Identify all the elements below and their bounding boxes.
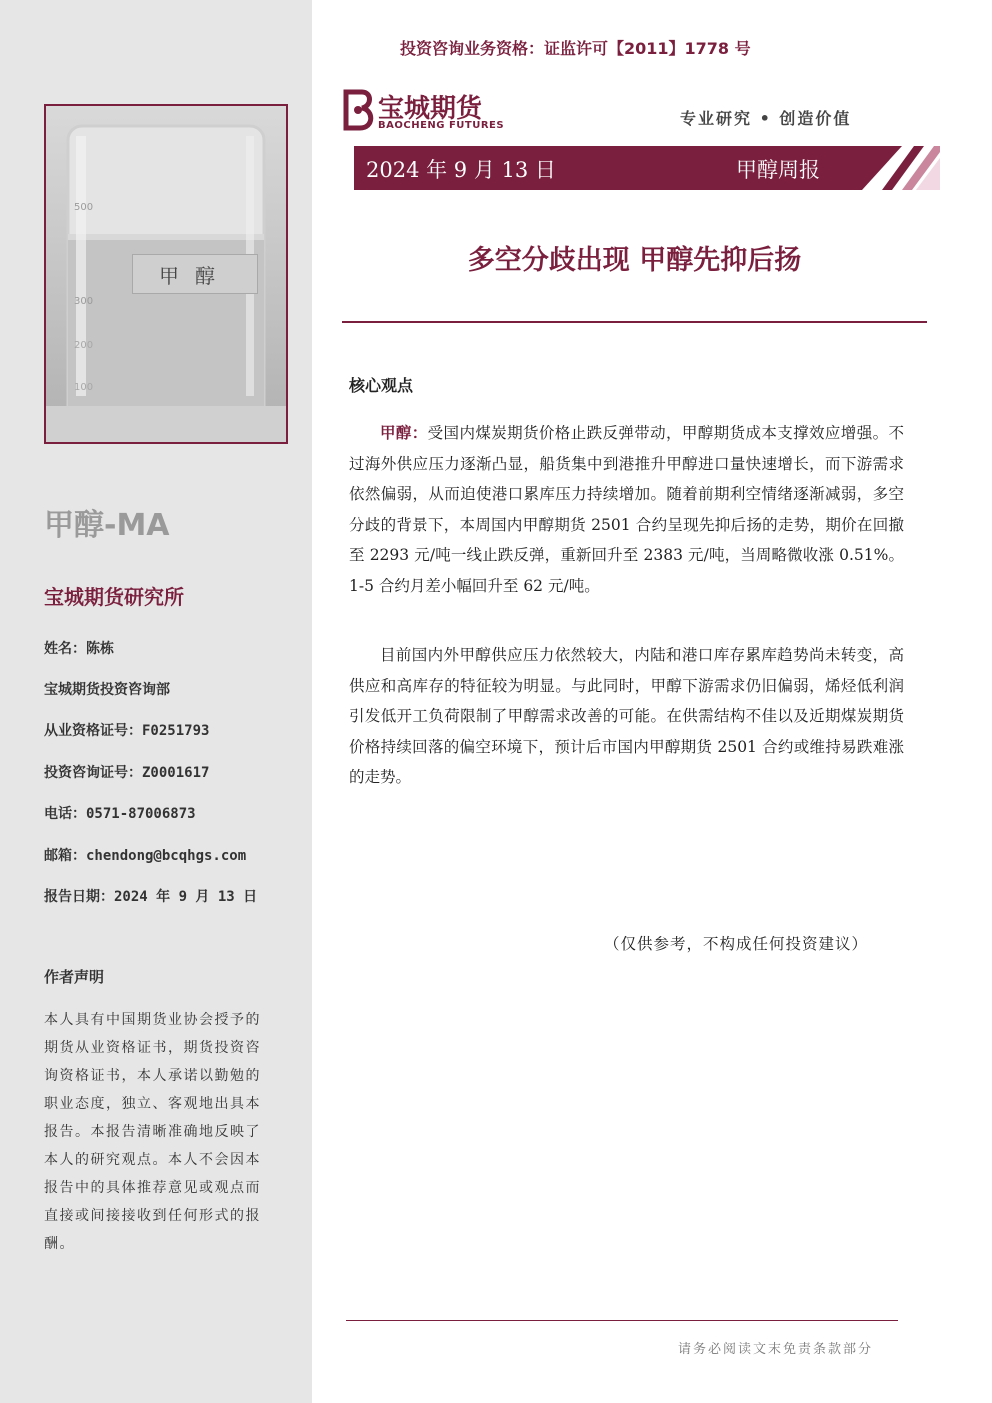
logo-mark-icon [340, 88, 376, 132]
company-logo [340, 88, 510, 136]
declaration-title: 作者声明 [44, 968, 105, 986]
slogan: 专业研究 • 创造价值 [680, 109, 852, 128]
svg-text:200: 200 [74, 340, 94, 351]
logo-text-cn: 宝城期货 [378, 94, 483, 124]
paragraph-lead: 甲醇： [380, 423, 428, 442]
headline-divider [342, 321, 927, 323]
license-number: 从业资格证号：F0251793 [44, 723, 210, 739]
department: 宝城期货投资咨询部 [44, 682, 170, 698]
banner-title: 甲醇周报 [736, 158, 820, 182]
core-paragraph-2: 目前国内外甲醇供应压力依然较大，内陆和港口库存累库趋势尚未转变，高供应和高库存的特征较为明显。与此同时，甲醇下游需求仍旧偏弱，烯烃低利润引发低开工负荷限制了甲醇需求改善的可能。在供需结构不佳以及近期煤炭期货价格持续回落的偏空环境下，预计后市国内甲醇期货 2501 合约或维持易跌难涨的走势。 [349, 646, 904, 786]
core-view-title: 核心观点 [349, 376, 414, 395]
institute-name: 宝城期货研究所 [44, 585, 184, 609]
report-headline: 多空分歧出现 甲醇先抑后扬 [467, 245, 802, 276]
declaration-body: 本人具有中国期货业协会授予的期货从业资格证书，期货投资咨询资格证书，本人承诺以勤勉的职业态度，独立、客观地出具本报告。本报告清晰准确地反映了本人的研究观点。本人不会因本报告中的具体推荐意见或观点而直接或间接接收到任何形式的报酬。 [44, 1012, 261, 1252]
email: 邮箱：chendong@bcqhgs.com [44, 848, 247, 864]
svg-text:100: 100 [74, 382, 94, 393]
investment-disclaimer: （仅供参考，不构成任何投资建议） [604, 935, 869, 953]
paragraph-1-text: 受国内煤炭期货价格止跌反弹带动，甲醇期货成本支撑效应增强。不过海外供应压力逐渐凸显，船货集中到港推升甲醇进口量快速增长，而下游需求依然偏弱，从而迫使港口累库压力持续增加。随着前期利空情绪逐渐减弱，多空分歧的背景下，本周国内甲醇期货 2501 合约呈现先抑后扬的走势，期价在回撤至 2293 元/吨一线止跌反弹，重新回升至 2383 元/吨，当周略微收涨 0.51%。1-5 合约月差小幅回升至 62 元/吨。 [349, 424, 904, 595]
beaker-label: 甲醇 [132, 254, 258, 294]
footer-note: 请务必阅读文末免责条款部分 [678, 1342, 874, 1357]
report-date: 报告日期：2024 年 9 月 13 日 [44, 889, 258, 905]
consulting-license-number: 投资咨询证号：Z0001617 [44, 765, 210, 781]
svg-text:300: 300 [74, 296, 94, 307]
core-paragraph-1 [349, 418, 904, 601]
banner-date: 2024 年 9 月 13 日 [366, 158, 556, 182]
analyst-name: 姓名：陈栋 [44, 641, 114, 657]
product-code: 甲醇-MA [44, 508, 170, 543]
qualification-notice: 投资咨询业务资格：证监许可【2011】1778 号 [400, 39, 751, 58]
logo-text-en: BAOCHENG FUTURES [378, 120, 505, 131]
phone: 电话：0571-87006873 [44, 806, 196, 822]
svg-text:500: 500 [74, 202, 94, 213]
footer-divider [346, 1320, 898, 1321]
methanol-beaker-photo [44, 104, 288, 444]
